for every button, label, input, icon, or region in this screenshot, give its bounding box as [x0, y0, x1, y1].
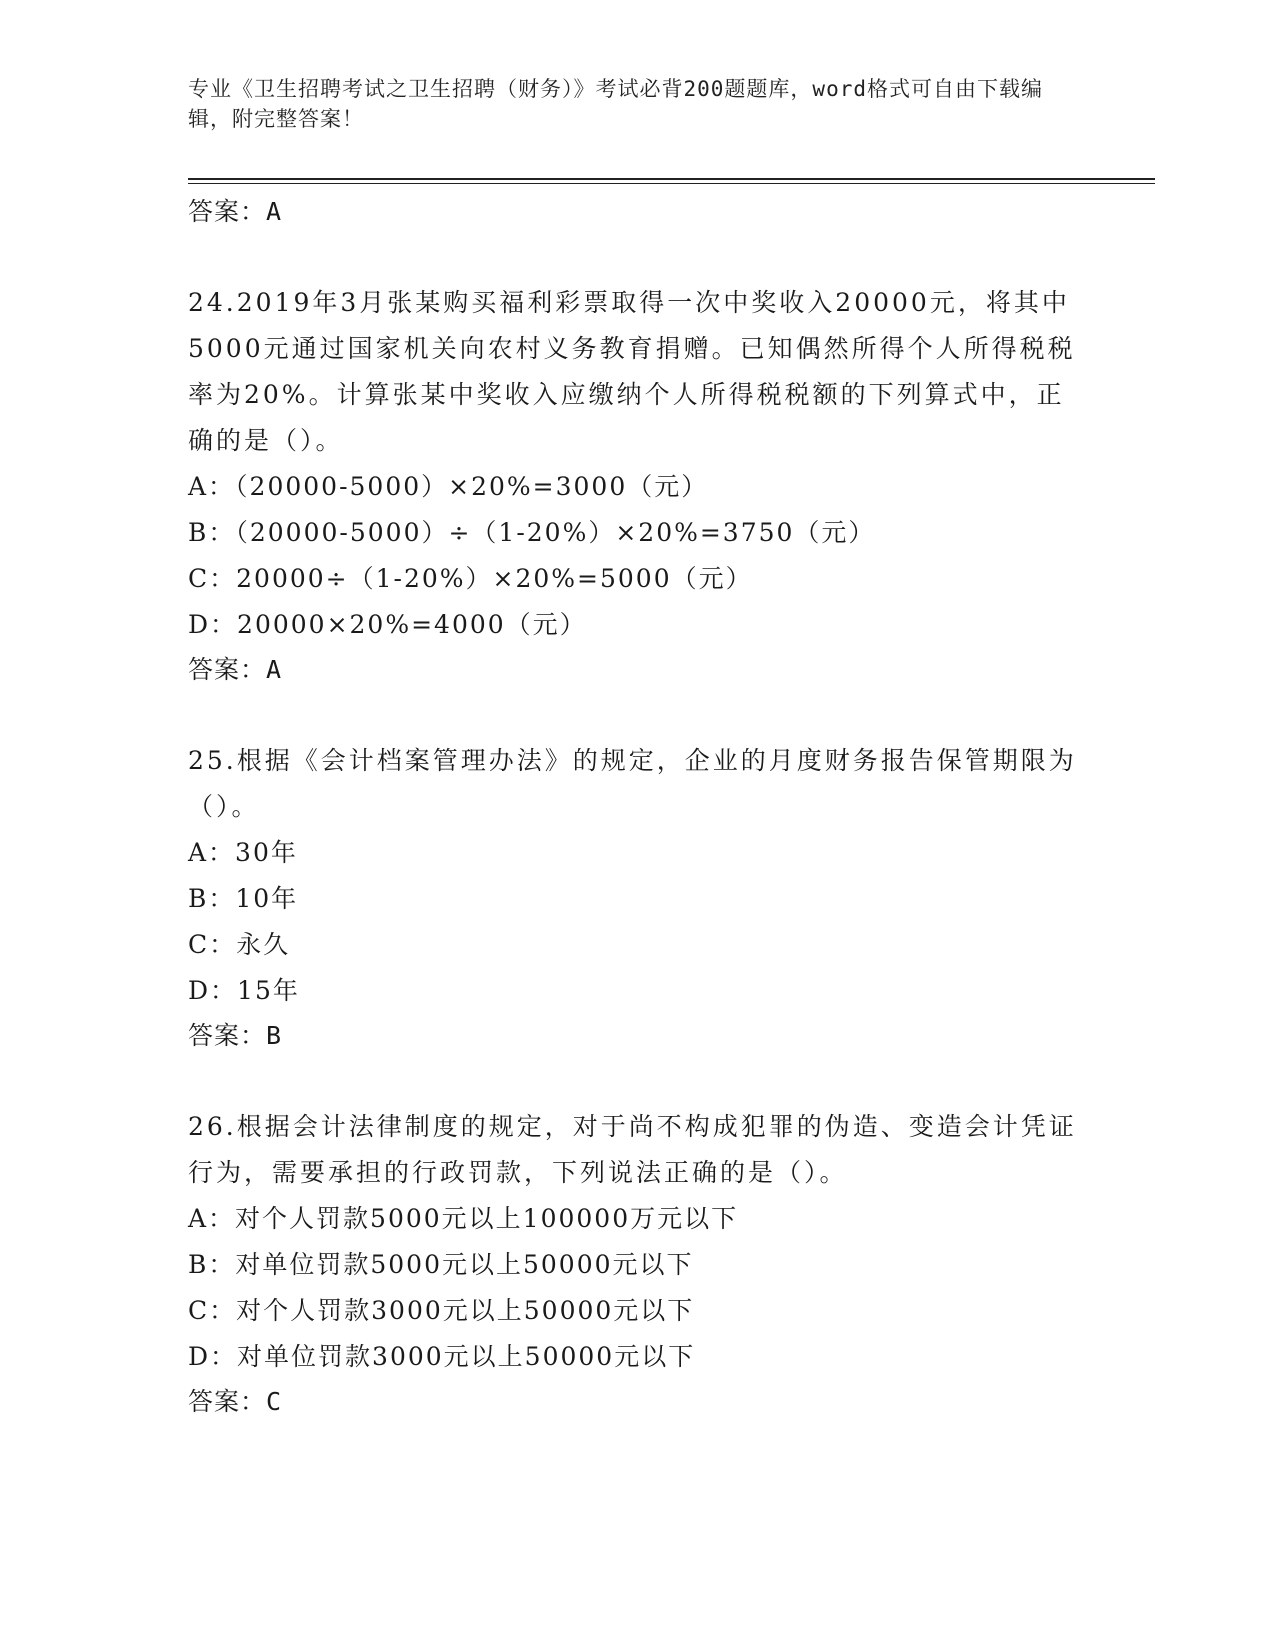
option-c: C：永久 — [188, 930, 291, 959]
previous-answer: 答案：A — [188, 197, 283, 226]
option-a: A：30年 — [188, 838, 298, 867]
question-block-24 — [188, 280, 1088, 692]
answer: 答案：B — [188, 1021, 283, 1050]
spacer — [188, 1058, 1088, 1104]
option-b: B：10年 — [188, 884, 299, 913]
answer: 答案：A — [188, 655, 283, 684]
document-header: 专业《卫生招聘考试之卫生招聘（财务）》考试必背200题题库，word格式可自由下载编辑，附完整答案！ — [188, 77, 1043, 131]
question-stem: 25.根据《会计档案管理办法》的规定，企业的月度财务报告保管期限为（）。 — [188, 746, 1077, 821]
option-b: B：对单位罚款5000元以上50000元以下 — [188, 1250, 694, 1279]
option-a: A：（20000-5000）×20%=3000（元） — [188, 472, 709, 501]
question-block-25 — [188, 738, 1088, 1058]
header-rule-thick — [188, 178, 1155, 180]
spacer — [188, 234, 1088, 280]
option-b: B：（20000-5000）÷（1-20%）×20%=3750（元） — [188, 518, 876, 547]
option-a: A：对个人罚款5000元以上100000万元以下 — [188, 1204, 739, 1233]
option-d: D：对单位罚款3000元以上50000元以下 — [188, 1342, 696, 1371]
option-c: C：20000÷（1-20%）×20%=5000（元） — [188, 564, 753, 593]
question-stem: 24.2019年3月张某购买福利彩票取得一次中奖收入20000元，将其中5000元通过国家机关向农村义务教育捐赠。已知偶然所得个人所得税税率为20%。计算张某中奖收入应缴纳个人所得税税额的下列算式中，正确的是（）。 — [188, 288, 1076, 455]
question-stem: 26.根据会计法律制度的规定，对于尚不构成犯罪的伪造、变造会计凭证行为，需要承担的行政罚款，下列说法正确的是（）。 — [188, 1112, 1077, 1187]
spacer — [188, 692, 1088, 738]
option-c: C：对个人罚款3000元以上50000元以下 — [188, 1296, 695, 1325]
option-d: D：20000×20%=4000（元） — [188, 610, 587, 639]
header-rule-thin — [188, 183, 1155, 184]
question-list — [188, 190, 1088, 1424]
option-d: D：15年 — [188, 976, 300, 1005]
question-block-26 — [188, 1104, 1088, 1424]
answer: 答案：C — [188, 1387, 283, 1416]
